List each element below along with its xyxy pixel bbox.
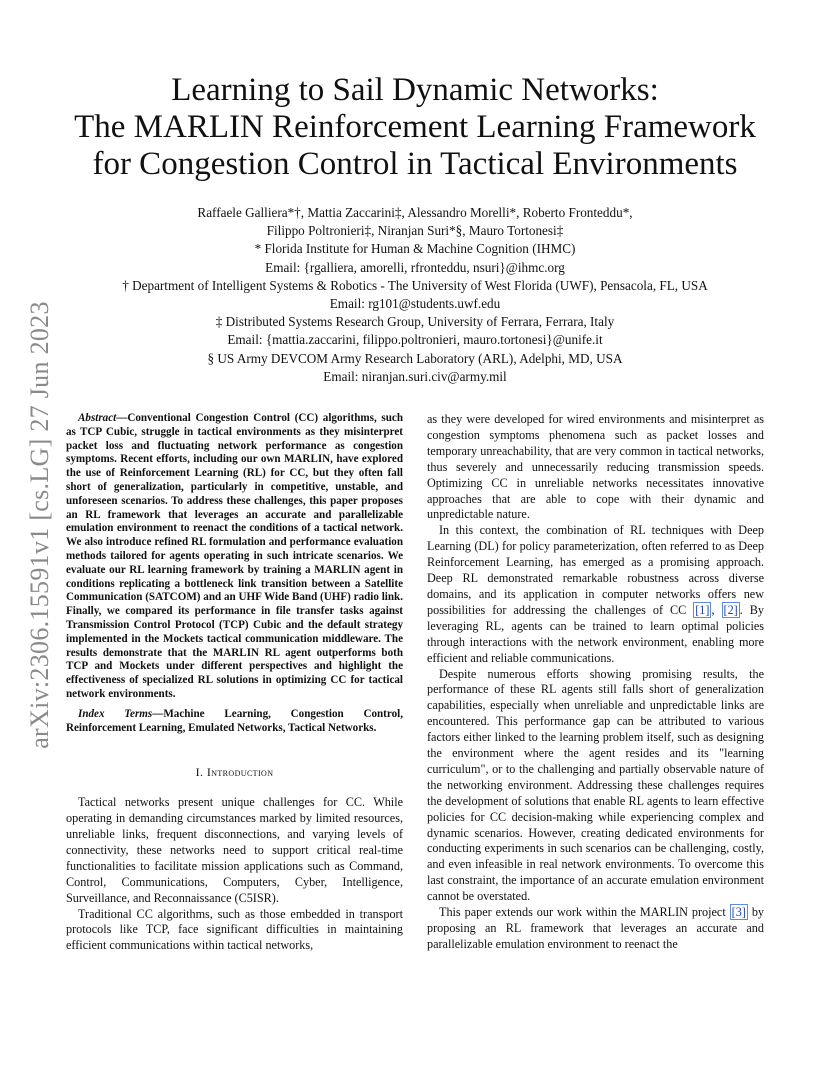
title-line-1: Learning to Sail Dynamic Networks: (171, 72, 659, 108)
arxiv-id-text: arXiv:2306.15591v1 [cs.LG] 27 Jun 2023 (25, 301, 55, 749)
intro-paragraph-continued: as they were developed for wired environments and misinterpret as congestion symptoms phenomena such as packet losses and temporary unreachability, that are very common in tactical networks, thus severely and unnecessarily reducing transmission speeds. Optimizing CC in unreliable networks necessitates innovative approaches that are able to cope with their dynamic and unpredictable nature. (427, 412, 764, 522)
affiliation-ferrara: ‡ Distributed Systems Research Group, University of Ferrara, Ferrara, Italy (215, 314, 615, 330)
p5-text-b: by proposing an RL framework that leverages an accurate and parallelizable emulation environment to reenact the (427, 905, 765, 951)
title-line-2: The MARLIN Reinforcement Learning Framework (74, 109, 756, 145)
p3-text-b: , (711, 602, 722, 617)
abstract (66, 412, 403, 702)
section-title: Introduction (206, 765, 274, 780)
citation-link-3[interactable]: [3] (731, 905, 746, 920)
author-block (60, 204, 770, 386)
p3-text-c: . By leveraging RL, agents can be trained to learn optimal policies through interactions with the network environment, enabling more efficient and reliable communications. (427, 602, 764, 665)
author-names-line-2: Filippo Poltronieri‡, Niranjan Suri*§, Mauro Tortonesi‡ (266, 223, 564, 239)
email-ihmc: Email: {rgalliera, amorelli, rfronteddu, nsuri}@ihmc.org (265, 259, 565, 275)
intro-paragraph-1: Tactical networks present unique challenges for CC. While operating in demanding circumstances marked by limited resources, unreliable links, frequent disconnections, and varying levels of connectivity, these networks need to support critical real-time functionalities to facilitate mission applications such as Command, Control, Communications, Computers, Cyber, Intelligence, Surveillance, and Reconnaissance (C5ISR). (66, 795, 403, 905)
affiliation-arl: § US Army DEVCOM Army Research Laboratory (ARL), Adelphi, MD, USA (207, 350, 623, 366)
citation-link-2[interactable]: [2] (723, 602, 738, 617)
intro-paragraph-2: Traditional CC algorithms, such as those embedded in transport protocols like TCP, face significant difficulties in maintaining efficient communications within tactical networks, (66, 906, 403, 953)
intro-paragraph-3 (427, 523, 764, 666)
index-terms-text: —Machine Learning, Congestion Control, Reinforcement Learning, Emulated Networks, Tactical Networks. (66, 707, 403, 734)
email-ferrara: Email: {mattia.zaccarini, filippo.poltronieri, mauro.tortonesi}@unife.it (227, 332, 603, 348)
index-terms (66, 708, 403, 736)
abstract-lead: Abstract (78, 412, 117, 424)
section-number: I. (195, 765, 207, 780)
paper-title (60, 72, 770, 183)
intro-paragraph-4: Despite numerous efforts showing promising results, the performance of these RL agents still falls short of generalization capabilities, especially when unreliable and unpredictable links are encountered. This performance gap can be attributed to various factors either linked to the learning problem itself, such as designing the environment where the agent resides and its "learning curriculum", or to the challenging and partially observable nature of the networking environment. Addressing these challenges requires the development of solutions that enable RL agents to learn effective policies for CC decision-making while experiencing complex and dynamic scenarios. However, creating dedicated environments for conducting experiments in such scenarios can be challenging, costly, and even infeasible in real network environments. To overcome this last constraint, the importance of an accurate emulation environment cannot be overstated. (427, 666, 764, 904)
index-terms-lead: Index Terms (78, 707, 153, 720)
left-column (66, 412, 403, 954)
section-heading-introduction (66, 765, 403, 781)
arxiv-sidebar-stamp (20, 290, 60, 760)
p3-text-a: In this context, the combination of RL techniques with Deep Learning (DL) for policy parameterization, often referred to as Deep Reinforcement Learning, has emerged as a promising approach. Deep RL demonstrated remarkable robustness across diverse domains, and its application in computer networks offers new possibilities for addressing the challenges of CC (427, 523, 764, 617)
affiliation-ihmc: * Florida Institute for Human & Machine Cognition (IHMC) (254, 241, 576, 257)
email-uwf: Email: rg101@students.uwf.edu (329, 296, 501, 312)
intro-paragraph-5 (427, 905, 764, 953)
abstract-text: —Conventional Congestion Control (CC) algorithms, such as TCP Cubic, struggle in tactical environments as they misinterpret packet loss and fluctuating network performance as congestion symptoms. Recent efforts, including our own MARLIN, have explored the use of Reinforcement Learning (RL) for CC, but they often fall short of generalization, particularly in competitive, unstable, and unforeseen scenarios. To address these challenges, this paper proposes an RL framework that leverages an accurate and parallelizable emulation environment to reenact the conditions of a tactical network. We also introduce refined RL formulation and performance evaluation methods tailored for agents operating in such intricate scenarios. We evaluate our RL learning framework by training a MARLIN agent in conditions replicating a bottleneck link transition between a Satellite Communication (SATCOM) and an UHF Wide Band (UHF) radio link. Finally, we compared its performance in file transfer tasks against Transmission Control Protocol (TCP) Cubic and the default strategy implemented in the Mockets tactical communication middleware. The results demonstrate that the MARLIN RL agent outperforms both TCP and Mockets under different perspectives and highlight the effectiveness of specialized RL solutions in optimizing CC for tactical network environments. (66, 412, 403, 700)
email-arl: Email: niranjan.suri.civ@army.mil (323, 368, 507, 384)
citation-link-1[interactable]: [1] (695, 602, 710, 617)
author-names-line-1: Raffaele Galliera*†, Mattia Zaccarini‡, Alessandro Morelli*, Roberto Fronteddu*, (197, 205, 633, 220)
right-column (427, 412, 764, 953)
affiliation-uwf: † Department of Intelligent Systems & Robotics - The University of West Florida (UWF), Pensacola, FL, USA (122, 277, 708, 293)
p5-text-a: This paper extends our work within the MARLIN project (439, 905, 730, 920)
title-line-3: for Congestion Control in Tactical Environments (92, 146, 738, 182)
